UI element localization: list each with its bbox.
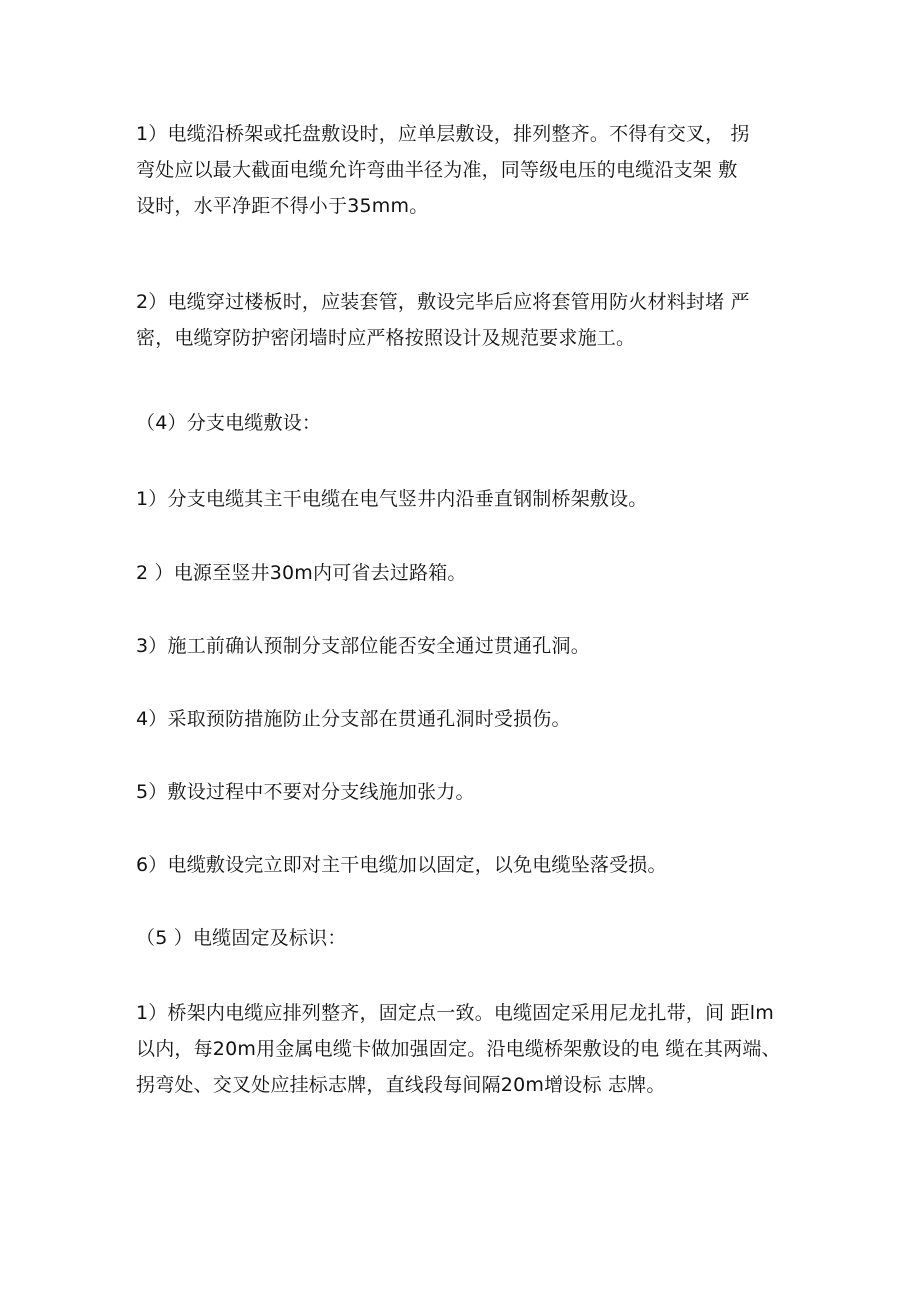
text-line: 1）桥架内电缆应排列整齐，固定点一致。电缆固定采用尼龙扎带，间 距lm [136,1002,774,1024]
text-line: 密，电缆穿防护密闭墙时应严格按照设计及规范要求施工。 [136,327,636,349]
text-line: 3）施工前确认预制分支部位能否安全通过贯通孔洞。 [136,635,590,657]
text-line: 设时，水平净距不得小于35mm。 [136,195,429,217]
text-line: 1）电缆沿桥架或托盘敷设时，应单层敷设，排列整齐。不得有交叉， 拐 [136,123,750,145]
list-item-branch-5 [136,774,786,810]
section-heading-branch-cable [136,405,786,441]
text-line: 4）采取预防措施防止分支部在贯通孔洞时受损伤。 [136,708,571,730]
heading-text: （5 ）电缆固定及标识： [136,927,347,949]
list-item-branch-2 [136,555,786,591]
text-line: 拐弯处、交叉处应挂标志牌，直线段每间隔20m增设标 志牌。 [136,1074,666,1096]
text-line: 2）电缆穿过楼板时，应装套管，敷设完毕后应将套管用防火材料封堵 严 [136,291,750,313]
paragraph-cable-fixing-marking [136,995,786,1103]
text-line: 6）电缆敷设完立即对主干电缆加以固定，以免电缆坠落受损。 [136,854,667,876]
list-item-branch-4 [136,701,786,737]
list-item-branch-6 [136,847,786,883]
list-item-branch-3 [136,628,786,664]
list-item-branch-1 [136,481,786,517]
heading-text: （4）分支电缆敷设： [136,412,322,434]
text-line: 2 ）电源至竖井30m内可省去过路箱。 [136,562,467,584]
text-line: 5）敷设过程中不要对分支线施加张力。 [136,781,475,803]
text-line: 弯处应以最大截面电缆允许弯曲半径为准，同等级电压的电缆沿支架 敷 [136,159,738,181]
paragraph-cable-tray-laying [136,116,786,224]
paragraph-cable-through-floor [136,284,786,356]
text-line: 以内，每20m用金属电缆卡做加强固定。沿电缆桥架敷设的电 缆在其两端、 [136,1038,781,1060]
text-line: 1）分支电缆其主干电缆在电气竖井内沿垂直钢制桥架敷设。 [136,488,648,510]
section-heading-cable-fixing [136,920,786,956]
